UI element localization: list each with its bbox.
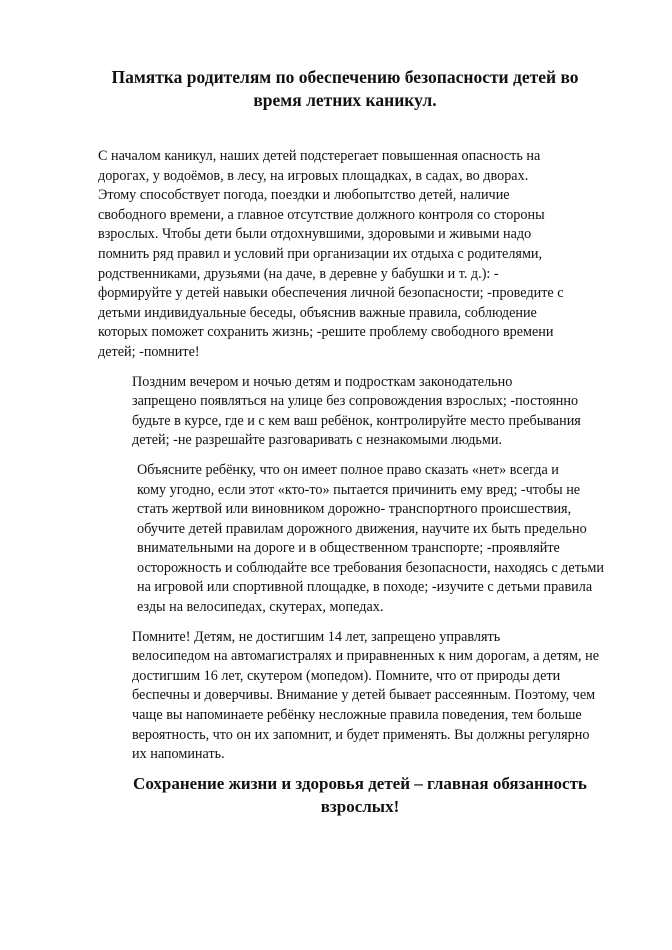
closing-line: Сохранение жизни и здоровья детей – главная обязанность bbox=[133, 774, 587, 793]
text-line: их напоминать. bbox=[132, 746, 225, 763]
text-line: взрослых. Чтобы дети были отдохнувшими, здоровыми и живыми надо bbox=[98, 226, 532, 243]
text-line: стать жертвой или виновником дорожно- транспортного происшествия, bbox=[137, 501, 572, 518]
closing-statement bbox=[110, 772, 610, 818]
text-line: детей; -не разрешайте разговаривать с незнакомыми людьми. bbox=[132, 432, 502, 449]
text-line: велосипедом на автомагистралях и приравненных к ним дорогам, а детям, не bbox=[132, 648, 599, 665]
text-line: Помните! Детям, не достигшим 14 лет, запрещено управлять bbox=[132, 628, 501, 645]
title-line: время летних каникул. bbox=[253, 90, 437, 110]
text-line: обучите детей правилам дорожного движения, научите их быть предельно bbox=[137, 520, 587, 537]
closing-line: взрослых! bbox=[320, 797, 400, 816]
document-body bbox=[94, 147, 620, 775]
text-line: чаще вы напоминаете ребёнку несложные правила поведения, тем больше bbox=[132, 707, 582, 724]
text-line: осторожность и соблюдайте все требования безопасности, находясь с детьми bbox=[137, 559, 604, 576]
text-line: внимательными на дороге и в общественном транспорте; -проявляйте bbox=[137, 540, 560, 557]
text-line: беспечны и доверчивы. Внимание у детей бывает рассеянным. Поэтому, чем bbox=[132, 687, 596, 704]
text-line: формируйте у детей навыки обеспечения личной безопасности; -проведите с bbox=[98, 285, 564, 302]
text-line: вероятность, что он их запомнит, и будет применять. Вы должны регулярно bbox=[132, 726, 590, 743]
text-line: детьми индивидуальные беседы, объяснив важные правила, соблюдение bbox=[98, 304, 537, 321]
document-title bbox=[90, 66, 600, 112]
text-line: достигшим 16 лет, скутером (мопедом). Помните, что от природы дети bbox=[132, 667, 561, 684]
text-line: помнить ряд правил и условий при организации их отдыха с родителями, bbox=[98, 245, 543, 262]
text-line: дорогах, у водоёмов, в лесу, на игровых площадках, в садах, во дворах. bbox=[98, 167, 529, 184]
text-line: запрещено появляться на улице без сопровождения взрослых; -постоянно bbox=[132, 393, 579, 410]
paragraph-evening bbox=[94, 373, 620, 451]
text-line: которых поможет сохранить жизнь; -решите проблему свободного времени bbox=[98, 324, 554, 341]
text-line: Этому способствует погода, поездки и любопытство детей, наличие bbox=[98, 187, 510, 204]
text-line: езды на велосипедах, скутерах, мопедах. bbox=[137, 599, 384, 616]
paragraph-intro bbox=[94, 147, 620, 363]
text-line: на игровой или спортивной площадке, в походе; -изучите с детьми правила bbox=[137, 579, 593, 596]
text-line: Поздним вечером и ночью детям и подросткам законодательно bbox=[132, 373, 513, 390]
text-line: кому угодно, если этот «кто-то» пытается причинить ему вред; -чтобы не bbox=[137, 481, 581, 498]
paragraph-explain bbox=[94, 461, 620, 618]
text-line: родственниками, друзьями (на даче, в деревне у бабушки и т. д.): - bbox=[98, 265, 499, 282]
title-line: Памятка родителям по обеспечению безопасности детей во bbox=[111, 67, 579, 87]
text-line: будьте в курсе, где и с кем ваш ребёнок, контролируйте место пребывания bbox=[132, 412, 581, 429]
text-line: Объясните ребёнку, что он имеет полное право сказать «нет» всегда и bbox=[137, 461, 559, 478]
text-line: детей; -помните! bbox=[98, 343, 200, 360]
text-line: свободного времени, а главное отсутствие должного контроля со стороны bbox=[98, 206, 545, 223]
paragraph-remember bbox=[94, 628, 620, 765]
text-line: С началом каникул, наших детей подстерегает повышенная опасность на bbox=[98, 148, 541, 164]
